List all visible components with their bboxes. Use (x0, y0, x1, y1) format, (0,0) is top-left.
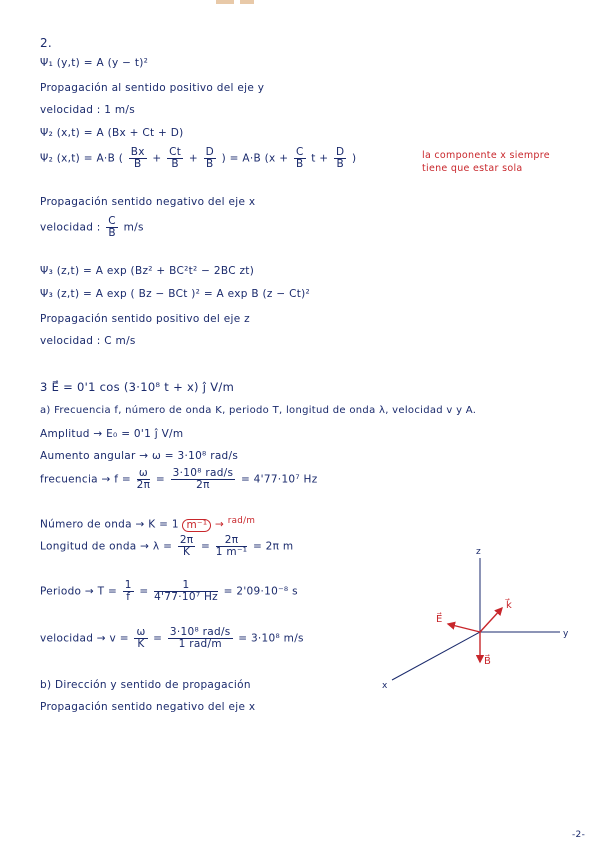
wave-number-unit-circle: m⁻¹ (182, 519, 211, 532)
y-axis-label: y (563, 629, 569, 639)
vector-k-arrow (480, 608, 502, 632)
psi3-equation-b: Ψ₃ (z,t) = A exp ( Bz − BCt )² = A exp B (z − Ct)² (40, 288, 311, 300)
problem-2-number: 2. (40, 36, 53, 50)
propagation-2: Propagación sentido negativo del eje x (40, 196, 256, 208)
psi2-equation-a: Ψ₂ (x,t) = A (Bx + Ct + D) (40, 127, 184, 139)
z-axis-label: z (476, 547, 481, 557)
x-axis (392, 632, 480, 680)
side-note-line-1: la componente x siempre (422, 150, 550, 161)
psi3-equation-a: Ψ₃ (z,t) = A exp (Bz² + BC²t² − 2BC zt) (40, 265, 255, 277)
period-line: Periodo → T = $\frac{1}{f}$ = $\frac{1}{\text{4'77·10⁷ Hz}}$ = 2'09·10⁻⁸ s (40, 579, 298, 603)
velocity-1: velocidad : 1 m/s (40, 104, 136, 116)
x-axis-label: x (382, 681, 388, 691)
amplitude-line: Amplitud → E₀ = 0'1 ĵ V/m (40, 428, 184, 440)
part-b-statement: b) Dirección y sentido de propagación (40, 679, 251, 691)
part-a-statement: a) Frecuencia f, número de onda K, periodo T, longitud de onda λ, velocidad v y A. (40, 405, 477, 416)
vector-E-label: E⃗ (436, 614, 443, 625)
problem-3-header: 3 E⃗ = 0'1 cos (3·10⁸ t + x) ĵ V/m (40, 380, 235, 394)
wavelength-line: Longitud de onda → λ = $\frac{2\pi}{K}$ = $\frac{2\pi}{\text{1 m⁻¹}}$ = 2π m (40, 534, 294, 558)
velocity-line: velocidad → v = $\frac{\omega}{K}$ = $\frac{\text{3·10⁸ rad/s}}{\text{1 rad/m}}$ = 3·10⁸ m/s (40, 626, 304, 650)
vector-B-label: B⃗ (484, 656, 491, 667)
wave-number-line: Número de onda → K = 1 m⁻¹ → $^{rad/m}$ (40, 516, 256, 531)
propagation-3: Propagación sentido positivo del eje z (40, 313, 250, 325)
frequency-line: frecuencia → f = $\frac{\omega}{2\pi}$ = $\frac{\text{3·10⁸ rad/s}}{2\pi}$ = 4'77·10⁷ Hz (40, 467, 318, 491)
wave-number-unit-note: rad/m (227, 516, 256, 526)
vector-k-label: k⃗ (506, 600, 512, 611)
page-number: -2- (572, 830, 586, 840)
axes-diagram (370, 540, 580, 700)
part-b-propagation: Propagación sentido negativo del eje x (40, 701, 256, 713)
vector-E-arrow (448, 624, 480, 632)
top-edge-mark (216, 0, 234, 4)
angular-frequency-line: Aumento angular → ω = 3·10⁸ rad/s (40, 450, 239, 462)
psi2-equation-b: Ψ₂ (x,t) = A·B ( $\frac{Bx}{B}$ + $\frac{Ct}{B}$ + $\frac{D}{B}$ ) = A·B (x + $\frac{C}{B}$ t + $\frac{D}{B}$ ) (40, 146, 357, 170)
side-note-line-2: tiene que estar sola (422, 163, 523, 174)
velocity-2: velocidad : $\frac{C}{B}$ m/s (40, 215, 144, 239)
psi1-equation: Ψ₁ (y,t) = A (y − t)² (40, 57, 149, 69)
velocity-3: velocidad : C m/s (40, 335, 136, 347)
top-edge-mark (240, 0, 254, 4)
propagation-1: Propagación al sentido positivo del eje y (40, 82, 265, 94)
